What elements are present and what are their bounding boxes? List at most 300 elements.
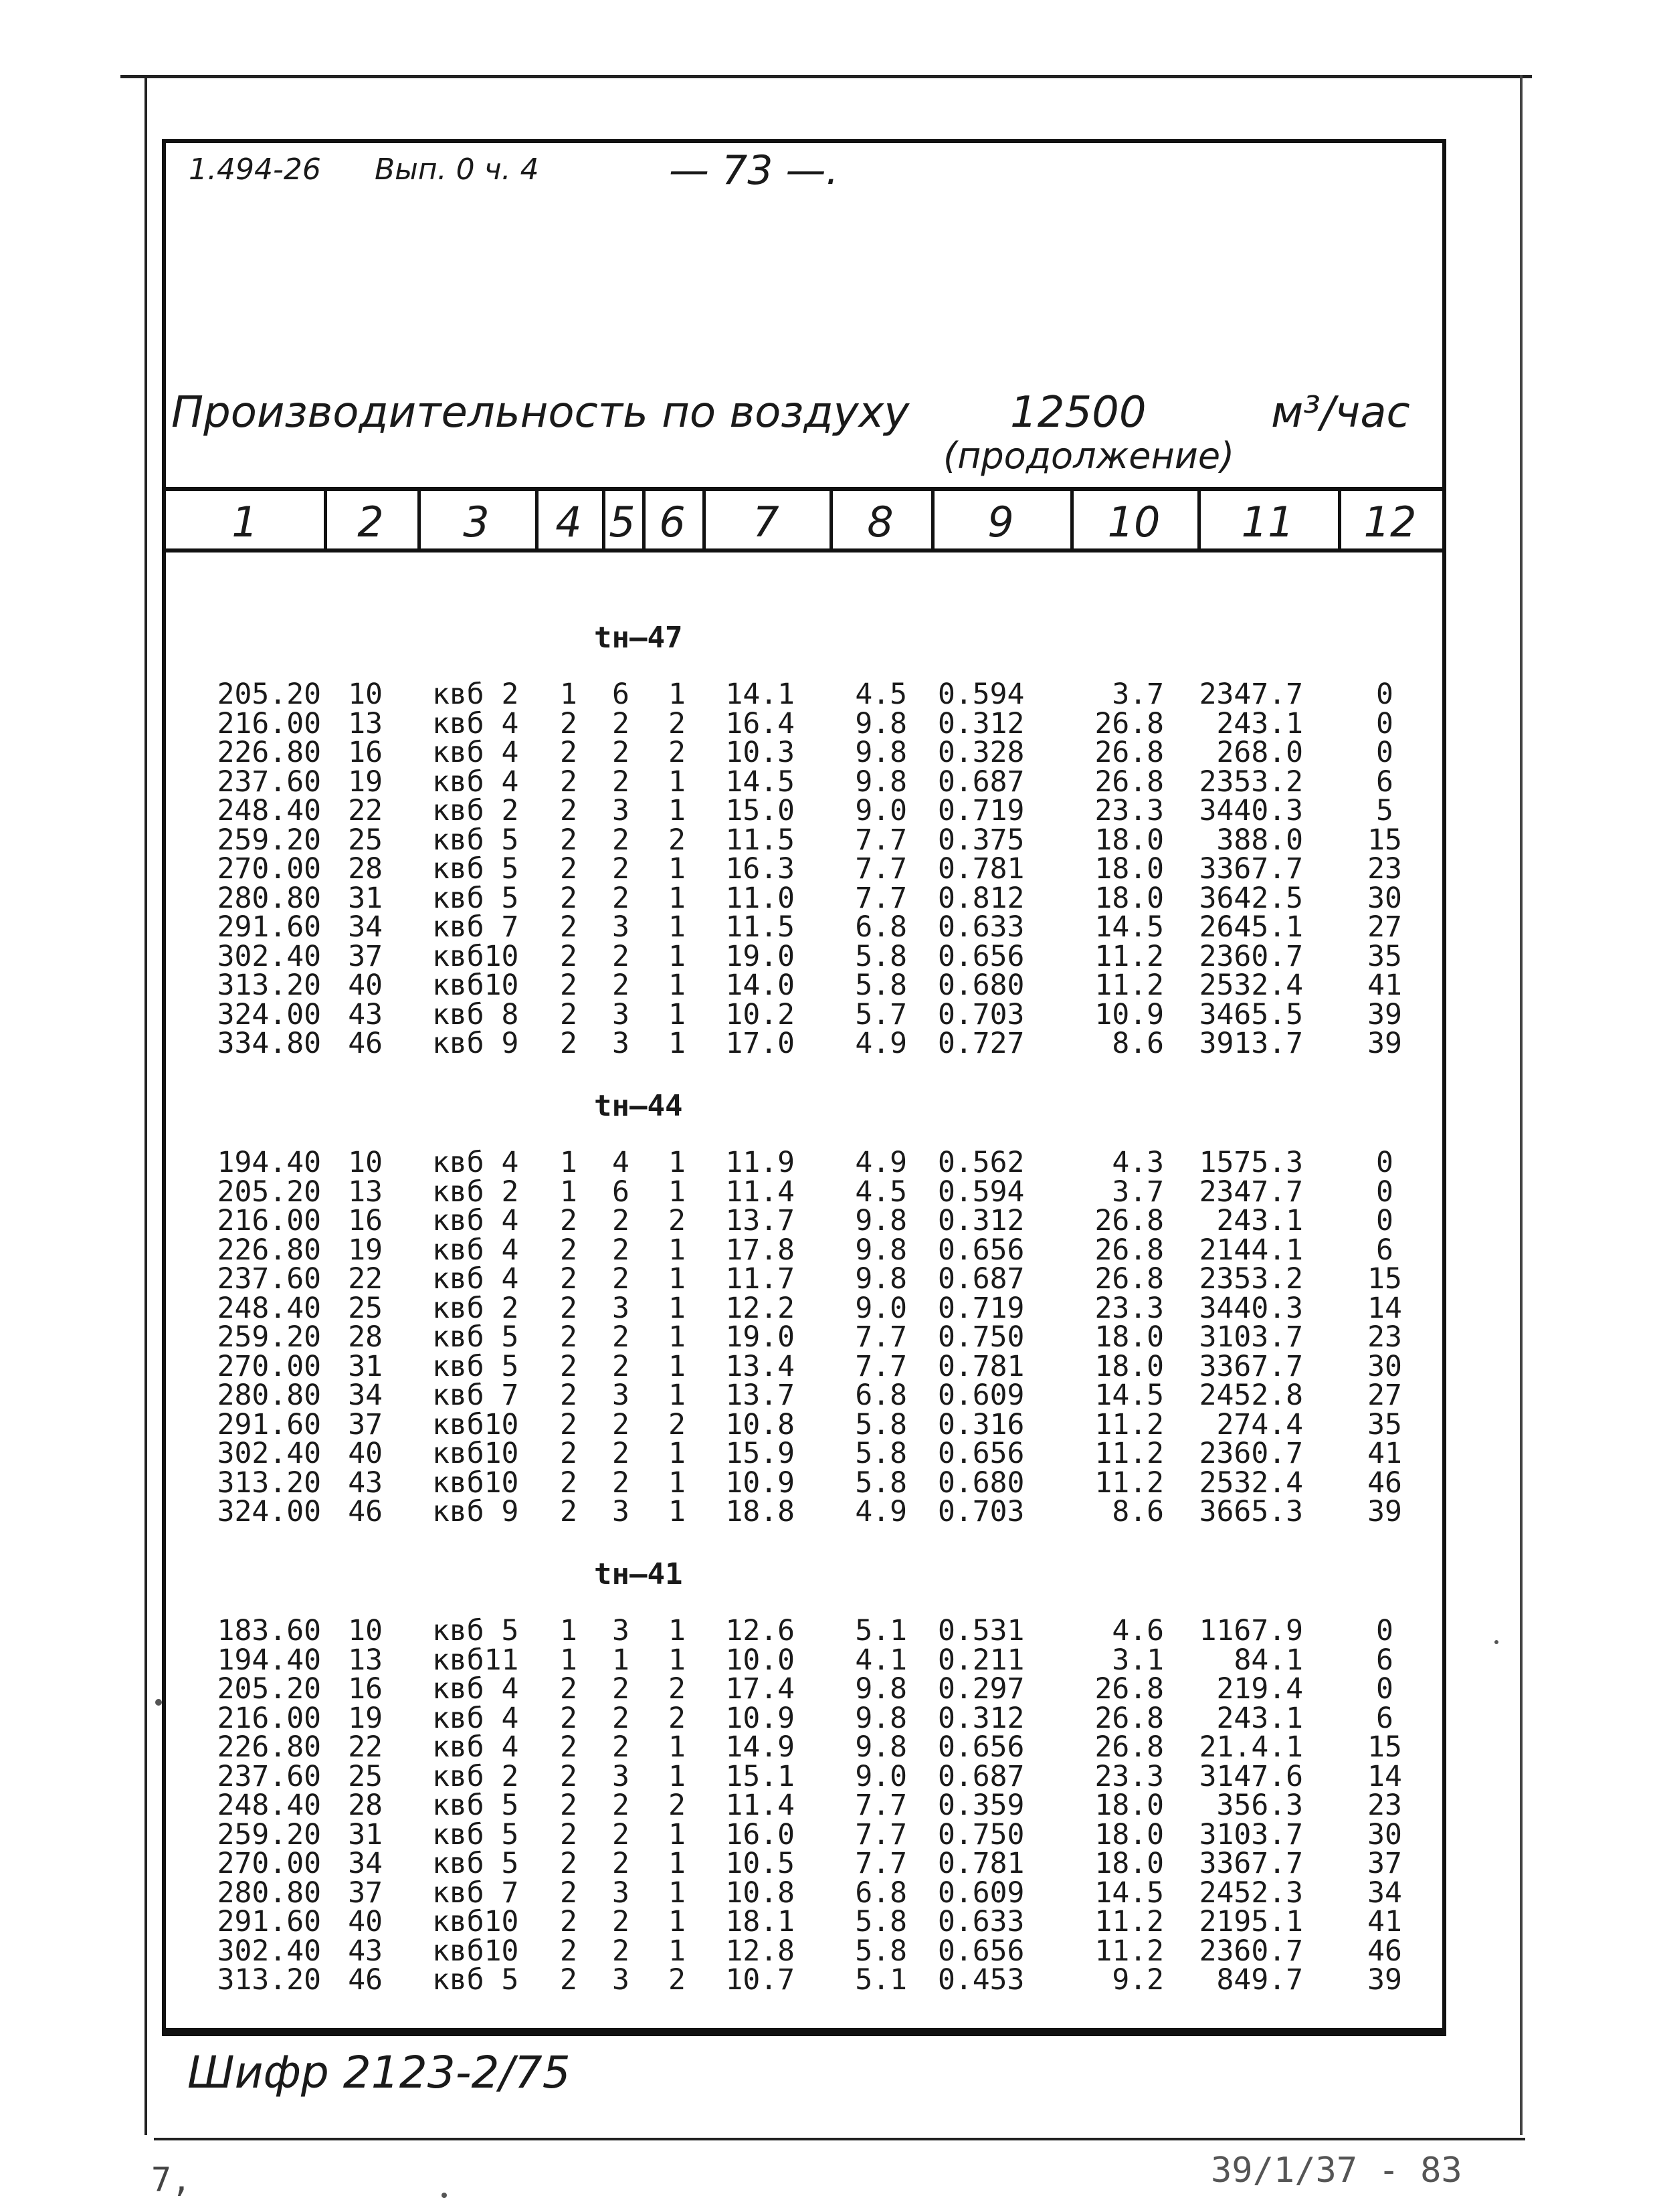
table-cell-col11: 1167.9 <box>1199 1614 1303 1647</box>
table-cell-col10: 11.2 <box>1094 1905 1164 1938</box>
table-row <box>0 1407 1659 1441</box>
table-cell-col2: 22 <box>348 1262 383 1296</box>
table-cell-col7: 14.1 <box>725 678 795 711</box>
table-row <box>0 767 1659 797</box>
table-cell-col12: 23 <box>1367 1320 1402 1354</box>
table-cell-col2: 28 <box>348 1789 383 1822</box>
table-row <box>0 1732 1659 1762</box>
table-cell-col12: 39 <box>1367 997 1402 1031</box>
table-cell-col5: 4 <box>612 1146 629 1179</box>
table-cell-col12: 5 <box>1376 794 1393 827</box>
table-cell-col3: квб10 <box>432 1934 519 1968</box>
table-cell-col7: 10.5 <box>725 1847 795 1880</box>
table-cell-col11: 3465.5 <box>1199 997 1303 1031</box>
table-cell-col4: 2 <box>560 1876 577 1910</box>
table-cell-col11: 356.3 <box>1216 1789 1303 1822</box>
table-cell-col9: 0.750 <box>938 1817 1025 1851</box>
table-cell-col5: 2 <box>612 1204 629 1237</box>
table-cell-col7: 17.8 <box>725 1233 795 1267</box>
table-cell-col4: 2 <box>560 1789 577 1822</box>
table-cell-col5: 2 <box>612 881 629 915</box>
table-cell-col1: 237.60 <box>217 1759 321 1793</box>
table-cell-col4: 2 <box>560 823 577 857</box>
table-cell-col9: 0.719 <box>938 1291 1025 1325</box>
table-cell-col5: 2 <box>612 706 629 740</box>
table-cell-col7: 18.1 <box>725 1905 795 1938</box>
table-cell-col6: 1 <box>668 765 686 799</box>
table-row <box>0 706 1659 740</box>
table-cell-col11: 268.0 <box>1216 736 1303 769</box>
table-cell-col3: квб 4 <box>432 1701 519 1735</box>
table-cell-col2: 46 <box>348 1495 383 1528</box>
column-header-9: 9 <box>987 498 1014 546</box>
table-cell-col2: 37 <box>348 1407 383 1441</box>
table-cell-col5: 3 <box>612 1614 629 1647</box>
table-cell-col4: 2 <box>560 1701 577 1735</box>
table-cell-col1: 291.60 <box>217 1407 321 1441</box>
table-row <box>0 1322 1659 1352</box>
table-cell-col5: 6 <box>612 678 629 711</box>
table-cell-col7: 14.0 <box>725 969 795 1002</box>
table-cell-col9: 0.316 <box>938 1407 1025 1441</box>
table-cell-col5: 2 <box>612 1349 629 1383</box>
table-cell-col1: 226.80 <box>217 1730 321 1764</box>
table-cell-col7: 14.9 <box>725 1730 795 1764</box>
table-cell-col3: квб10 <box>432 1466 519 1500</box>
table-cell-col1: 205.20 <box>217 678 321 711</box>
table-cell-col12: 0 <box>1376 1175 1393 1209</box>
table-cell-col11: 3367.7 <box>1199 1349 1303 1383</box>
table-cell-col2: 13 <box>348 1175 383 1209</box>
table-cell-col7: 13.7 <box>725 1379 795 1412</box>
table-cell-col3: квб 5 <box>432 1847 519 1880</box>
table-cell-col1: 313.20 <box>217 1963 321 1997</box>
table-cell-col9: 0.453 <box>938 1963 1025 1997</box>
table-cell-col8: 7.7 <box>855 1817 907 1851</box>
table-cell-col2: 10 <box>348 678 383 711</box>
table-cell-col8: 5.8 <box>855 1905 907 1938</box>
table-cell-col4: 1 <box>560 1146 577 1179</box>
table-cell-col7: 12.2 <box>725 1291 795 1325</box>
table-cell-col6: 1 <box>668 1233 686 1267</box>
table-cell-col11: 2347.7 <box>1199 1175 1303 1209</box>
column-header-2: 2 <box>357 498 384 546</box>
table-cell-col7: 10.9 <box>725 1701 795 1735</box>
table-cell-col6: 2 <box>668 823 686 857</box>
table-cell-col9: 0.312 <box>938 706 1025 740</box>
table-row <box>0 1965 1659 1995</box>
table-cell-col10: 11.2 <box>1094 939 1164 973</box>
table-cell-col6: 1 <box>668 997 686 1031</box>
table-cell-col4: 2 <box>560 736 577 769</box>
table-cell-col1: 226.80 <box>217 736 321 769</box>
table-cell-col9: 0.656 <box>938 1730 1025 1764</box>
table-cell-col1: 313.20 <box>217 969 321 1002</box>
table-cell-col3: квб 9 <box>432 1027 519 1060</box>
table-cell-col1: 248.40 <box>217 1789 321 1822</box>
table-cell-col6: 1 <box>668 1934 686 1968</box>
table-cell-col2: 31 <box>348 881 383 915</box>
table-cell-col12: 6 <box>1376 1701 1393 1735</box>
table-row <box>0 1029 1659 1058</box>
table-cell-col11: 2360.7 <box>1199 1934 1303 1968</box>
table-cell-col1: 216.00 <box>217 1204 321 1237</box>
table-cell-col9: 0.312 <box>938 1204 1025 1237</box>
table-cell-col4: 2 <box>560 706 577 740</box>
page-number: — 73 —. <box>669 147 839 194</box>
table-cell-col8: 4.9 <box>855 1495 907 1528</box>
table-cell-col1: 270.00 <box>217 852 321 886</box>
table-cell-col7: 11.4 <box>725 1175 795 1209</box>
table-cell-col10: 11.2 <box>1094 1407 1164 1441</box>
table-cell-col3: квб 7 <box>432 1379 519 1412</box>
table-cell-col11: 2452.8 <box>1199 1379 1303 1412</box>
title-value: 12500 <box>1010 388 1147 437</box>
table-cell-col1: 194.40 <box>217 1643 321 1677</box>
table-cell-col9: 0.781 <box>938 1349 1025 1383</box>
table-cell-col1: 334.80 <box>217 1027 321 1060</box>
table-cell-col7: 11.7 <box>725 1262 795 1296</box>
table-cell-col10: 11.2 <box>1094 1437 1164 1470</box>
table-cell-col10: 18.0 <box>1094 1789 1164 1822</box>
table-cell-col11: 3147.6 <box>1199 1759 1303 1793</box>
table-cell-col1: 226.80 <box>217 1233 321 1267</box>
table-cell-col7: 18.8 <box>725 1495 795 1528</box>
table-cell-col3: квб 2 <box>432 678 519 711</box>
table-cell-col7: 11.5 <box>725 910 795 944</box>
table-cell-col2: 19 <box>348 765 383 799</box>
table-cell-col11: 274.4 <box>1216 1407 1303 1441</box>
table-cell-col12: 46 <box>1367 1466 1402 1500</box>
table-cell-col9: 0.680 <box>938 969 1025 1002</box>
table-cell-col7: 13.7 <box>725 1204 795 1237</box>
table-cell-col5: 2 <box>612 1847 629 1880</box>
table-cell-col4: 2 <box>560 881 577 915</box>
table-cell-col12: 6 <box>1376 1233 1393 1267</box>
table-cell-col2: 19 <box>348 1701 383 1735</box>
table-cell-col11: 219.4 <box>1216 1672 1303 1706</box>
sheet-bottom-line <box>154 2138 1525 2140</box>
table-row <box>0 1291 1659 1325</box>
table-cell-col12: 34 <box>1367 1876 1402 1910</box>
table-row <box>0 1468 1659 1498</box>
table-cell-col7: 16.3 <box>725 852 795 886</box>
table-cell-col2: 19 <box>348 1233 383 1267</box>
table-cell-col7: 15.0 <box>725 794 795 827</box>
table-cell-col5: 1 <box>612 1643 629 1677</box>
table-cell-col4: 2 <box>560 969 577 1002</box>
table-cell-col5: 2 <box>612 765 629 799</box>
table-row <box>0 680 1659 709</box>
table-cell-col6: 1 <box>668 1614 686 1647</box>
table-cell-col4: 2 <box>560 910 577 944</box>
table-cell-col10: 11.2 <box>1094 1934 1164 1968</box>
table-cell-col10: 23.3 <box>1094 1291 1164 1325</box>
table-cell-col5: 2 <box>612 852 629 886</box>
table-cell-col3: квб 5 <box>432 1817 519 1851</box>
table-cell-col7: 10.3 <box>725 736 795 769</box>
table-cell-col8: 5.1 <box>855 1614 907 1647</box>
table-cell-col2: 10 <box>348 1614 383 1647</box>
table-cell-col6: 2 <box>668 1963 686 1997</box>
table-cell-col9: 0.680 <box>938 1466 1025 1500</box>
table-cell-col4: 1 <box>560 1643 577 1677</box>
table-cell-col3: квб 4 <box>432 736 519 769</box>
section-label: tн—47 <box>594 621 683 655</box>
table-cell-col3: квб 5 <box>432 1349 519 1383</box>
table-cell-col3: квб 7 <box>432 1876 519 1910</box>
table-cell-col8: 5.8 <box>855 1437 907 1470</box>
table-cell-col8: 7.7 <box>855 1320 907 1354</box>
table-cell-col1: 280.80 <box>217 1876 321 1910</box>
table-cell-col8: 5.8 <box>855 939 907 973</box>
table-cell-col4: 2 <box>560 1495 577 1528</box>
table-cell-col3: квб 4 <box>432 1672 519 1706</box>
table-cell-col6: 1 <box>668 939 686 973</box>
table-cell-col1: 280.80 <box>217 881 321 915</box>
table-cell-col12: 41 <box>1367 1437 1402 1470</box>
table-cell-col9: 0.703 <box>938 997 1025 1031</box>
table-cell-col6: 2 <box>668 706 686 740</box>
table-cell-col8: 4.5 <box>855 678 907 711</box>
column-header-3: 3 <box>463 498 490 546</box>
table-cell-col12: 14 <box>1367 1759 1402 1793</box>
table-cell-col1: 237.60 <box>217 765 321 799</box>
table-row <box>0 854 1659 884</box>
table-cell-col11: 2532.4 <box>1199 1466 1303 1500</box>
table-cell-col2: 13 <box>348 1643 383 1677</box>
table-cell-col1: 216.00 <box>217 706 321 740</box>
table-cell-col8: 6.8 <box>855 910 907 944</box>
table-cell-col7: 19.0 <box>725 939 795 973</box>
table-cell-col8: 9.8 <box>855 1262 907 1296</box>
table-cell-col1: 205.20 <box>217 1175 321 1209</box>
table-cell-col10: 26.8 <box>1094 765 1164 799</box>
archive-stamp: 39/1/37 - 83 <box>1211 2150 1462 2191</box>
table-cell-col12: 0 <box>1376 706 1393 740</box>
table-cell-col9: 0.719 <box>938 794 1025 827</box>
table-cell-col5: 2 <box>612 1934 629 1968</box>
table-cell-col11: 3642.5 <box>1199 881 1303 915</box>
table-cell-col2: 31 <box>348 1349 383 1383</box>
table-cell-col1: 313.20 <box>217 1466 321 1500</box>
issue-label: Вып. 0 ч. 4 <box>375 153 539 187</box>
table-cell-col5: 2 <box>612 823 629 857</box>
table-cell-col10: 18.0 <box>1094 1320 1164 1354</box>
table-cell-col3: квб 8 <box>432 997 519 1031</box>
table-cell-col7: 10.8 <box>725 1876 795 1910</box>
table-cell-col6: 2 <box>668 1701 686 1735</box>
table-cell-col12: 14 <box>1367 1291 1402 1325</box>
table-cell-col1: 216.00 <box>217 1701 321 1735</box>
table-cell-col2: 10 <box>348 1146 383 1179</box>
table-cell-col8: 4.5 <box>855 1175 907 1209</box>
table-row <box>0 912 1659 942</box>
table-cell-col6: 1 <box>668 852 686 886</box>
table-row <box>0 1817 1659 1851</box>
table-cell-col12: 15 <box>1367 823 1402 857</box>
table-cell-col4: 2 <box>560 997 577 1031</box>
table-cell-col9: 0.750 <box>938 1320 1025 1354</box>
table-cell-col5: 3 <box>612 910 629 944</box>
table-cell-col5: 3 <box>612 1876 629 1910</box>
table-cell-col12: 35 <box>1367 939 1402 973</box>
table-cell-col10: 18.0 <box>1094 823 1164 857</box>
table-cell-col4: 2 <box>560 1672 577 1706</box>
table-cell-col6: 1 <box>668 1759 686 1793</box>
table-cell-col11: 243.1 <box>1216 1701 1303 1735</box>
table-cell-col8: 9.8 <box>855 1204 907 1237</box>
table-cell-col4: 2 <box>560 1233 577 1267</box>
table-cell-col10: 9.2 <box>1112 1963 1164 1997</box>
table-cell-col9: 0.609 <box>938 1876 1025 1910</box>
table-cell-col12: 6 <box>1376 1643 1393 1677</box>
table-cell-col11: 84.1 <box>1234 1643 1303 1677</box>
table-cell-col11: 2360.7 <box>1199 1437 1303 1470</box>
table-cell-col3: квб10 <box>432 969 519 1002</box>
table-cell-col2: 40 <box>348 1437 383 1470</box>
table-cell-col6: 1 <box>668 1262 686 1296</box>
table-cell-col5: 2 <box>612 1262 629 1296</box>
table-cell-col2: 34 <box>348 1379 383 1412</box>
table-row <box>0 1439 1659 1468</box>
table-cell-col4: 2 <box>560 1320 577 1354</box>
table-cell-col10: 26.8 <box>1094 1701 1164 1735</box>
table-cell-col12: 41 <box>1367 969 1402 1002</box>
table-cell-col5: 2 <box>612 969 629 1002</box>
table-cell-col11: 849.7 <box>1216 1963 1303 1997</box>
table-cell-col3: квб 2 <box>432 1759 519 1793</box>
margin-mark: 7, <box>151 2160 192 2199</box>
table-cell-col3: квб10 <box>432 1437 519 1470</box>
title-continuation: (продолжение) <box>943 435 1235 477</box>
table-cell-col6: 1 <box>668 1466 686 1500</box>
column-header-8: 8 <box>867 498 894 546</box>
table-cell-col6: 2 <box>668 736 686 769</box>
table-cell-col2: 22 <box>348 1730 383 1764</box>
table-cell-col9: 0.297 <box>938 1672 1025 1706</box>
table-cell-col2: 37 <box>348 1876 383 1910</box>
table-cell-col1: 248.40 <box>217 1291 321 1325</box>
table-row <box>0 1907 1659 1936</box>
table-cell-col6: 1 <box>668 1847 686 1880</box>
table-cell-col4: 2 <box>560 1407 577 1441</box>
table-row <box>0 1349 1659 1383</box>
table-cell-col3: квб 4 <box>432 1730 519 1764</box>
table-cell-col10: 18.0 <box>1094 881 1164 915</box>
table-cell-col7: 11.5 <box>725 823 795 857</box>
table-cell-col9: 0.328 <box>938 736 1025 769</box>
table-cell-col9: 0.687 <box>938 1262 1025 1296</box>
table-cell-col8: 5.8 <box>855 1407 907 1441</box>
table-cell-col7: 15.9 <box>725 1437 795 1470</box>
table-cell-col5: 2 <box>612 1672 629 1706</box>
table-cell-col10: 14.5 <box>1094 1876 1164 1910</box>
table-cell-col7: 12.6 <box>725 1614 795 1647</box>
table-cell-col6: 2 <box>668 1407 686 1441</box>
table-cell-col2: 34 <box>348 910 383 944</box>
table-cell-col7: 10.7 <box>725 1963 795 1997</box>
table-row <box>0 881 1659 915</box>
table-cell-col2: 25 <box>348 1291 383 1325</box>
table-cell-col4: 2 <box>560 1905 577 1938</box>
table-cell-col10: 4.3 <box>1112 1146 1164 1179</box>
table-cell-col3: квб 5 <box>432 1614 519 1647</box>
table-cell-col6: 1 <box>668 1291 686 1325</box>
table-cell-col8: 9.8 <box>855 1701 907 1735</box>
table-cell-col10: 26.8 <box>1094 1233 1164 1267</box>
table-cell-col1: 205.20 <box>217 1672 321 1706</box>
table-cell-col6: 1 <box>668 910 686 944</box>
table-cell-col5: 6 <box>612 1175 629 1209</box>
table-row <box>0 1645 1659 1675</box>
table-cell-col9: 0.211 <box>938 1643 1025 1677</box>
table-cell-col3: квб 9 <box>432 1495 519 1528</box>
column-header-6: 6 <box>659 498 686 546</box>
table-row <box>0 738 1659 767</box>
table-cell-col8: 7.7 <box>855 852 907 886</box>
table-cell-col5: 2 <box>612 1701 629 1735</box>
table-cell-col12: 6 <box>1376 765 1393 799</box>
table-cell-col9: 0.562 <box>938 1146 1025 1179</box>
table-cell-col3: квб 5 <box>432 881 519 915</box>
table-cell-col10: 26.8 <box>1094 1262 1164 1296</box>
table-cell-col12: 37 <box>1367 1847 1402 1880</box>
cipher-label: Шифр 2123-2/75 <box>187 2047 571 2098</box>
table-cell-col11: 1575.3 <box>1199 1146 1303 1179</box>
table-cell-col2: 13 <box>348 706 383 740</box>
table-row <box>0 1177 1659 1207</box>
table-cell-col12: 23 <box>1367 1789 1402 1822</box>
table-cell-col4: 2 <box>560 1730 577 1764</box>
table-cell-col9: 0.781 <box>938 1847 1025 1880</box>
table-cell-col8: 9.0 <box>855 1759 907 1793</box>
table-cell-col4: 1 <box>560 678 577 711</box>
column-header-7: 7 <box>753 498 779 546</box>
table-cell-col9: 0.656 <box>938 1934 1025 1968</box>
table-cell-col8: 9.8 <box>855 765 907 799</box>
table-cell-col9: 0.633 <box>938 910 1025 944</box>
table-cell-col11: 3440.3 <box>1199 1291 1303 1325</box>
table-cell-col2: 37 <box>348 939 383 973</box>
table-cell-col6: 1 <box>668 1175 686 1209</box>
table-cell-col1: 291.60 <box>217 910 321 944</box>
table-cell-col12: 41 <box>1367 1905 1402 1938</box>
speck <box>155 1699 162 1706</box>
table-cell-col3: квб 4 <box>432 1204 519 1237</box>
table-cell-col11: 2645.1 <box>1199 910 1303 944</box>
table-cell-col12: 15 <box>1367 1730 1402 1764</box>
table-cell-col5: 2 <box>612 939 629 973</box>
table-row <box>0 1381 1659 1410</box>
table-cell-col12: 30 <box>1367 881 1402 915</box>
table-cell-col3: квб 5 <box>432 823 519 857</box>
table-cell-col11: 243.1 <box>1216 1204 1303 1237</box>
table-cell-col11: 3103.7 <box>1199 1320 1303 1354</box>
table-cell-col4: 2 <box>560 939 577 973</box>
table-row <box>0 1235 1659 1265</box>
title-label: Производительность по воздуху <box>171 388 910 437</box>
table-cell-col6: 2 <box>668 1204 686 1237</box>
table-cell-col2: 43 <box>348 997 383 1031</box>
table-cell-col12: 39 <box>1367 1495 1402 1528</box>
table-cell-col12: 46 <box>1367 1934 1402 1968</box>
table-row <box>0 1936 1659 1966</box>
table-row <box>0 1878 1659 1908</box>
table-cell-col3: квб 5 <box>432 1789 519 1822</box>
table-cell-col11: 243.1 <box>1216 706 1303 740</box>
table-cell-col6: 1 <box>668 794 686 827</box>
